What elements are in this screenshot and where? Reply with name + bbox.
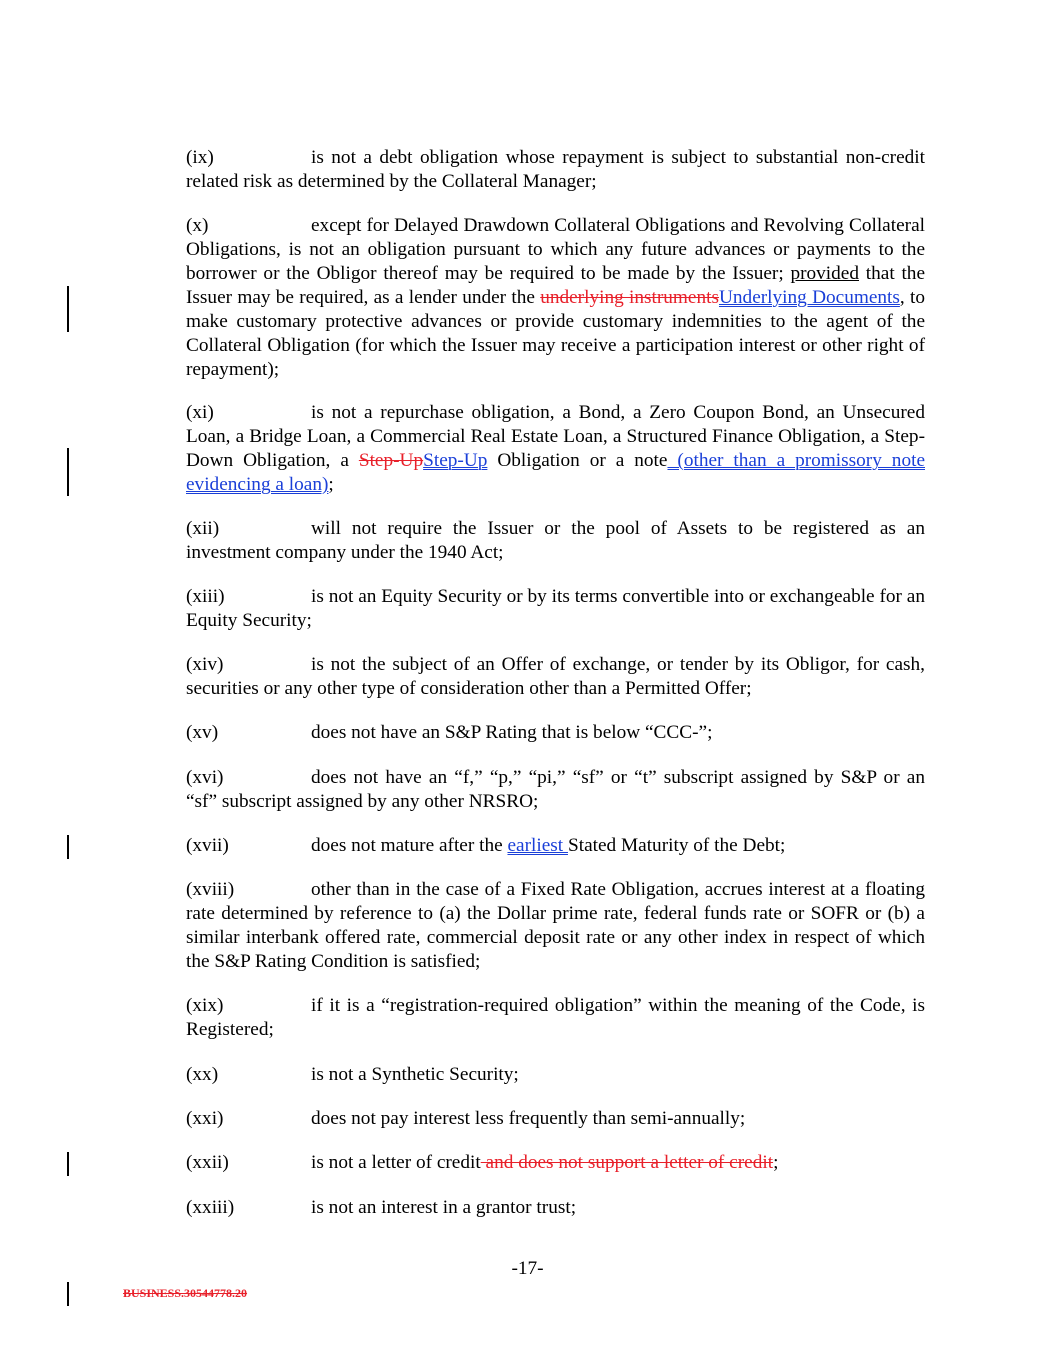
clause-text: , to make customary protective advances or provide customary indemnities to the agent of the Collateral Obligation (for which the Issuer may receive a participation interest or other right of repayment);	[186, 287, 925, 380]
clause-text: is not the subject of an Offer of exchange, or tender by its Obligor, for cash, securities or any other type of consideration other than a Permitted Offer;	[186, 654, 925, 699]
clause-label: (xvii)	[186, 835, 229, 856]
clause-text: except for Delayed Drawdown Collateral Obligations and Revolving Collateral Obligations, is not an obligation pursuant to which any future advances or payments to the borrower or the Obligor thereof may be required to be made by the Issuer;	[186, 215, 925, 284]
change-bar	[67, 448, 69, 496]
clause-label: (xix)	[186, 995, 224, 1016]
clause-label: (xviii)	[186, 879, 235, 900]
clause-paragraph	[186, 585, 925, 633]
defined-term-underlined: provided	[790, 263, 859, 284]
inserted-text: earliest	[507, 835, 568, 856]
clause-label: (ix)	[186, 147, 214, 168]
clause-text: is not a debt obligation whose repayment is subject to substantial non-credit related risk as determined by the Collateral Manager;	[186, 147, 925, 192]
inserted-text: (other than a promissory note evidencing a loan)	[186, 450, 925, 495]
clause-text: is not a Synthetic Security;	[311, 1064, 519, 1085]
clause-paragraph	[186, 517, 925, 565]
clause-text: other than in the case of a Fixed Rate Obligation, accrues interest at a floating rate determined by reference to (a) the Dollar prime rate, federal funds rate or SOFR or (b) a similar interbank offered rate, commercial deposit rate or any other index in respect of which the S&P Rating Condition is satisfied;	[186, 879, 925, 972]
clause-text: does not pay interest less frequently than semi-annually;	[311, 1108, 746, 1129]
clause-paragraph	[186, 766, 925, 814]
clause-text: ;	[328, 474, 334, 495]
clause-text: if it is a “registration-required obligation” within the meaning of the Code, is Registered;	[186, 995, 925, 1040]
clause-label: (xiv)	[186, 654, 224, 675]
clause-paragraph	[186, 1196, 925, 1220]
deleted-text: and does not support a letter of credit	[480, 1152, 774, 1173]
clause-paragraph	[186, 146, 925, 194]
clause-paragraph	[186, 994, 925, 1042]
clause-label: (xv)	[186, 722, 219, 743]
change-bar	[67, 1282, 69, 1306]
clause-label: (xii)	[186, 518, 220, 539]
clause-text: is not an Equity Security or by its terms convertible into or exchangeable for an Equity Security;	[186, 586, 925, 631]
deleted-text: underlying instruments	[540, 287, 719, 308]
clause-text: does not mature after the	[311, 835, 508, 856]
clause-label: (xiii)	[186, 586, 225, 607]
clause-paragraph	[186, 1063, 925, 1087]
clause-text: ;	[773, 1152, 779, 1173]
clause-paragraph	[186, 401, 925, 497]
clause-text: Stated Maturity of the Debt;	[567, 835, 786, 856]
clause-paragraph	[186, 721, 925, 745]
clause-label: (xxii)	[186, 1152, 229, 1173]
clause-text: is not a letter of credit	[311, 1152, 481, 1173]
inserted-text: Step-Up	[423, 450, 488, 471]
clause-text: Obligation or a note	[487, 450, 668, 471]
page-number: -17-	[511, 1258, 544, 1279]
clause-paragraph	[186, 1107, 925, 1131]
clause-label: (xvi)	[186, 767, 224, 788]
change-bar	[67, 286, 69, 332]
clause-label: (xx)	[186, 1064, 219, 1085]
footer-document-id: BUSINESS.30544778.20	[123, 1286, 248, 1300]
clause-label: (x)	[186, 215, 209, 236]
clause-paragraph	[186, 834, 925, 858]
inserted-text: Underlying Documents	[718, 287, 900, 308]
clause-text: is not an interest in a grantor trust;	[311, 1197, 577, 1218]
clause-text: will not require the Issuer or the pool of Assets to be registered as an investment company under the 1940 Act;	[186, 518, 925, 563]
clause-text: does not have an “f,” “p,” “pi,” “sf” or “t” subscript assigned by S&P or an “sf” subscript assigned by any other NRSRO;	[186, 767, 925, 812]
clause-paragraph	[186, 878, 925, 974]
clause-paragraph	[186, 1151, 925, 1175]
clause-paragraph	[186, 653, 925, 701]
clause-label: (xxi)	[186, 1108, 224, 1129]
clause-label: (xi)	[186, 402, 214, 423]
clause-text: is not a repurchase obligation, a Bond, a Zero Coupon Bond, an Unsecured Loan, a Bridge Loan, a Commercial Real Estate Loan, a Structured Finance Obligation, a Step-Down Obligation, a	[186, 402, 925, 471]
clause-text: does not have an S&P Rating that is below “CCC-”;	[311, 722, 713, 743]
clause-text: that the Issuer may be required, as a lender under the	[186, 263, 926, 308]
clause-paragraph	[186, 214, 925, 382]
change-bar	[67, 1152, 69, 1176]
clause-label: (xxiii)	[186, 1197, 235, 1218]
change-bar	[67, 835, 69, 859]
deleted-text: Step-Up	[358, 450, 424, 471]
